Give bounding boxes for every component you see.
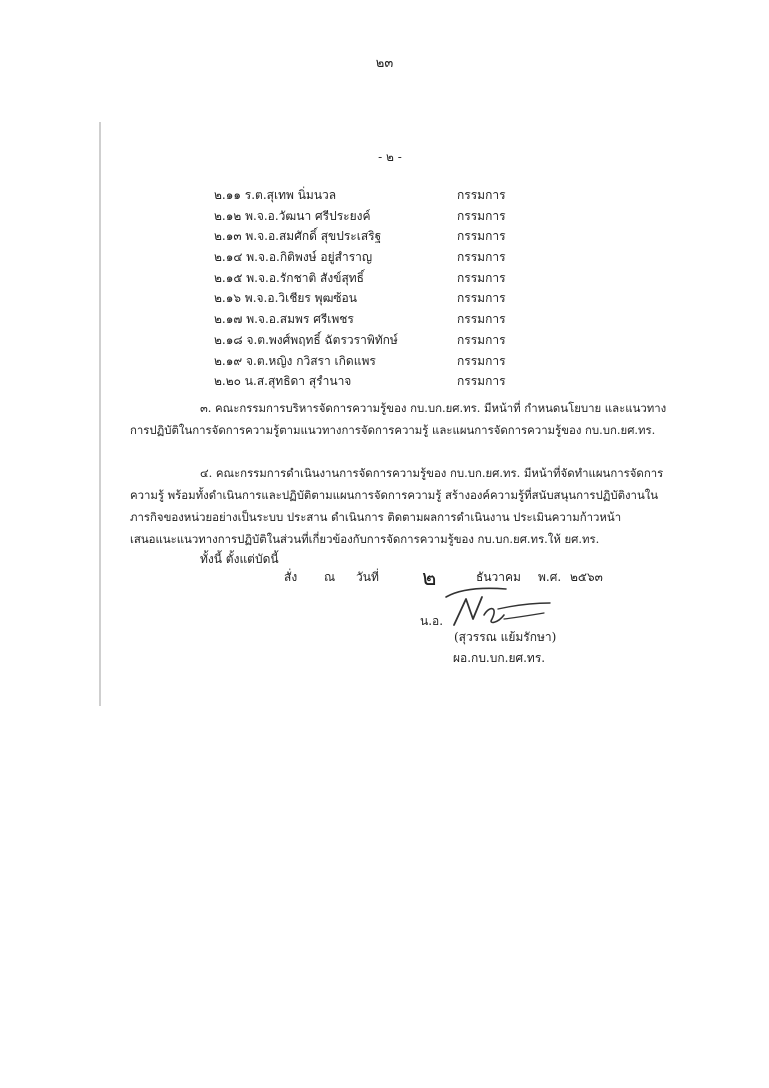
paragraph-3 — [130, 397, 667, 441]
member-row — [214, 352, 544, 373]
order-month: ธันวาคม — [476, 570, 521, 584]
signature-rank-prefix: น.อ. — [420, 614, 444, 628]
member-row — [214, 269, 544, 290]
member-name: ๒.๑๓ พ.จ.อ.สมศักดิ์ สุขประเสริฐ — [214, 229, 382, 244]
paragraph-line: เสนอแนะแนวทางการปฏิบัติในส่วนที่เกี่ยวข้องกับการจัดการความรู้ของ กบ.บก.ยศ.ทร.ให้ ยศ.ทร. — [130, 532, 600, 546]
member-role: กรรมการ — [457, 291, 506, 306]
signature-icon — [440, 585, 552, 633]
paragraph-line: ๔. คณะกรรมการดำเนินงานการจัดการความรู้ของ กบ.บก.ยศ.ทร. มีหน้าที่จัดทำแผนการจัดการ — [200, 466, 664, 480]
member-role: กรรมการ — [457, 353, 506, 368]
member-name: ๒.๑๙ จ.ต.หญิง กวิสรา เกิดแพร — [214, 353, 376, 368]
order-year-label: พ.ศ. — [538, 570, 562, 584]
signer-name: (สุวรรณ แย้มรักษา) — [454, 630, 557, 644]
member-role: กรรมการ — [457, 208, 506, 223]
member-row — [214, 331, 544, 352]
paragraph-line: ความรู้ พร้อมทั้งดำเนินการและปฏิบัติตามแผนการจัดการความรู้ สร้างองค์ความรู้ที่สนับสนุนการปฏิบัติงานใน — [130, 488, 659, 502]
order-year: ๒๕๖๓ — [570, 570, 603, 584]
paragraph-4 — [130, 462, 664, 550]
member-role: กรรมการ — [457, 312, 506, 327]
member-row — [214, 372, 544, 393]
member-name: ๒.๑๕ พ.จ.อ.รักชาติ สังข์สุทธิ์ — [214, 270, 365, 285]
member-name: ๒.๑๗ พ.จ.อ.สมพร ศรีเพชร — [214, 312, 354, 327]
member-row — [214, 248, 544, 269]
member-role: กรรมการ — [457, 332, 506, 347]
order-at: ณ — [324, 570, 336, 584]
effective-statement: ทั้งนี้ ตั้งแต่บัดนี้ — [200, 552, 279, 566]
sub-page-number: - ๒ - — [378, 150, 402, 164]
member-role: กรรมการ — [457, 374, 506, 389]
member-name: ๒.๒๐ น.ส.สุทธิดา สุรำนาจ — [214, 374, 352, 389]
member-row — [214, 289, 544, 310]
order-ordered: สั่ง — [284, 570, 298, 584]
order-day: ๒ — [422, 566, 437, 591]
member-name: ๒.๑๒ พ.จ.อ.วัฒนา ศรีประยงค์ — [214, 208, 371, 223]
member-role: กรรมการ — [457, 229, 506, 244]
member-row — [214, 310, 544, 331]
member-role: กรรมการ — [457, 188, 506, 202]
page-number: ๒๓ — [375, 56, 394, 71]
member-row — [214, 186, 544, 207]
member-name: ๒.๑๖ พ.จ.อ.วิเชียร พุฒซ้อน — [214, 291, 357, 306]
signer-title: ผอ.กบ.บก.ยศ.ทร. — [453, 651, 546, 665]
member-row — [214, 207, 544, 228]
order-day-label: วันที่ — [356, 570, 379, 584]
scan-border — [99, 122, 101, 706]
member-name: ๒.๑๘ จ.ต.พงศ์พฤทธิ์ ฉัตรวราพิทักษ์ — [214, 332, 398, 347]
paragraph-line: การปฏิบัติในการจัดการความรู้ตามแนวทางการจัดการความรู้ และแผนการจัดการความรู้ของ กบ.บก.ยศ.ทร. — [130, 423, 656, 437]
paragraph-line: ภารกิจของหน่วยอย่างเป็นระบบ ประสาน ดำเนินการ ติดตามผลการดำเนินงาน ประเมินความก้าวหน้า — [130, 510, 622, 524]
member-row — [214, 227, 544, 248]
member-role: กรรมการ — [457, 250, 506, 265]
member-role: กรรมการ — [457, 270, 506, 285]
member-name: ๒.๑๑ ร.ต.สุเทพ นิ่มนวล — [214, 188, 337, 202]
member-list — [214, 186, 544, 393]
paragraph-line: ๓. คณะกรรมการบริหารจัดการความรู้ของ กบ.บก.ยศ.ทร. มีหน้าที่ กำหนดนโยบาย และแนวทาง — [200, 401, 667, 415]
member-name: ๒.๑๔ พ.จ.อ.กิติพงษ์ อยู่สำราญ — [214, 250, 373, 265]
